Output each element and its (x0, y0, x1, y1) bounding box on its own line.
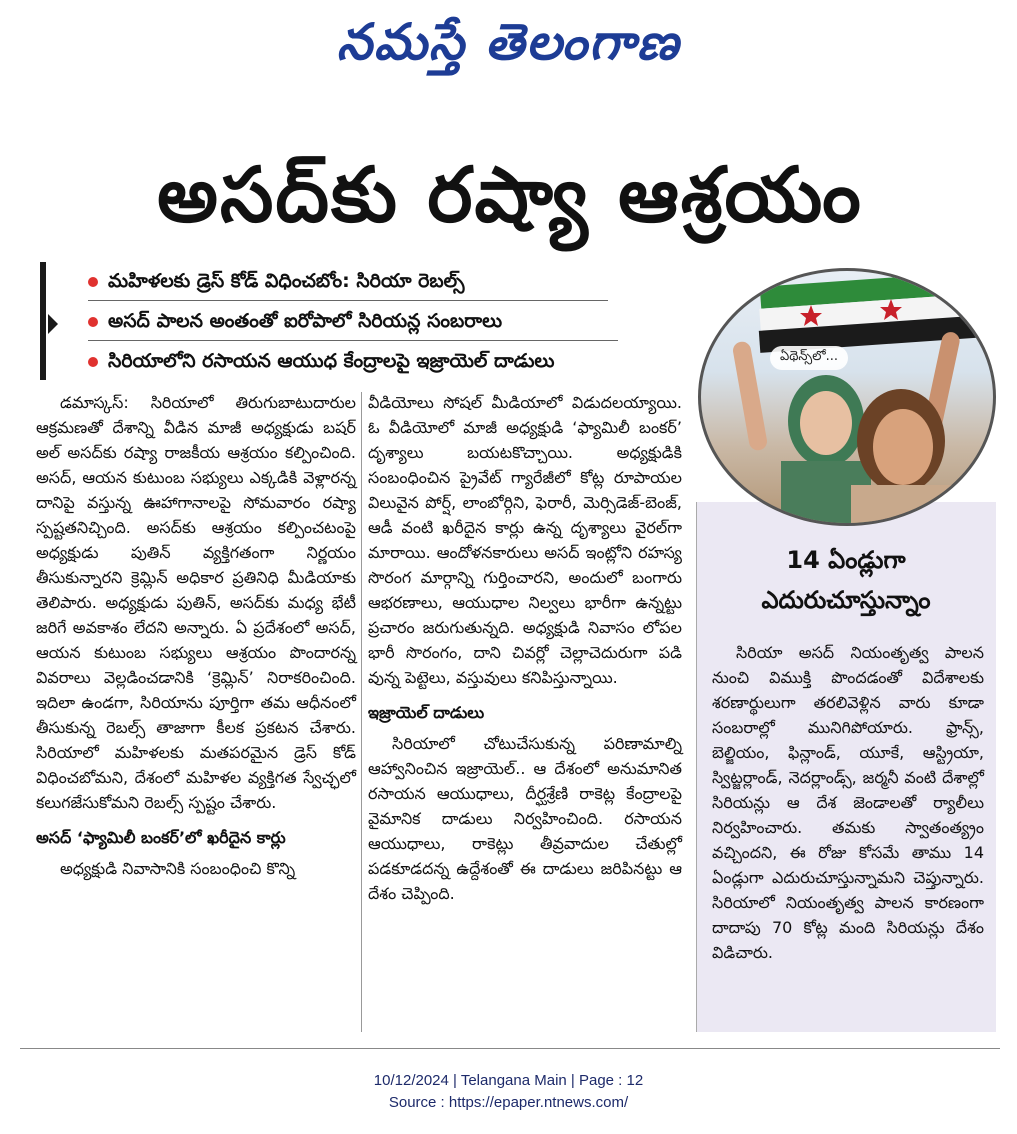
bullet-text: మహిళలకు డ్రెస్ కోడ్ విధించబోం: సిరియా రెబల్స్ (108, 270, 465, 292)
sidebox-title-line: 14 ఏండ్లుగా (786, 546, 906, 574)
masthead-title: నమస్తే తెలంగాణ (336, 12, 681, 71)
divider (88, 300, 608, 301)
bullet-bar (40, 262, 46, 380)
bullet-list (40, 262, 700, 382)
paragraph: వీడియోలు సోషల్ మీడియాలో విడుదలయ్యాయి. ఓ వీడియోలో మాజీ అధ్యక్షుడి ‘ఫ్యామిలీ బంకర్’ దృశ్యాలు బయటకొచ్చాయి. అధ్యక్షుడికి సంబంధించిన ప్రైవేట్ గ్యారేజీలో కోట్ల రూపాయల విలువైన పోర్ష్, లాంబోర్గిని, ఫెరారీ, మెర్సిడెజ్-బెంజ్, ఆడీ వంటి ఖరీదైన కార్లు ఉన్న దృశ్యాలు వైరల్‌గా మారాయి. ఆందోళనకారులు అసద్ ఇంట్లోని రహస్య సొరంగ మార్గాన్ని గుర్తించారని, అందులో బంగారు ఆభరణాలు, ఆయుధాల నిల్వలు భారీగా ఉన్నట్టు ప్రచారం జరుగుతున్నది. అధ్యక్షుడి నివాసం లోపల భారీ సొరంగం, దాని చివర్లో చెల్లాచెదురుగా పడి వున్న పెట్టెలు, వస్తువులు కనిపిస్తున్నాయి. (368, 393, 682, 687)
bullet-item (88, 302, 502, 340)
sidebox-title (696, 540, 996, 620)
subheading: అసద్ ‘ఫ్యామిలీ బంకర్’లో ఖరీదైన కార్లు (36, 828, 286, 847)
headline-text: అసద్‌కు రష్యా ఆశ్రయం (157, 150, 863, 239)
bullet-text: సిరియాలోని రసాయన ఆయుధ కేంద్రాలపై ఇజ్రాయెల్ దాడులు (108, 350, 555, 372)
bullet-dot-icon (88, 277, 98, 287)
divider (88, 340, 618, 341)
photo-illustration (701, 271, 996, 526)
paragraph: డమాస్కస్: సిరియాలో తిరుగుబాటుదారుల ఆక్రమణతో దేశాన్ని వీడిన మాజీ అధ్యక్షుడు బషర్ అల్ అసద్‌కు రష్యా రాజకీయ ఆశ్రయం కల్పించింది. అసద్, ఆయన కుటుంబ సభ్యులు ఎక్కడికి వెళ్లారన్న దానిపై వస్తున్న ఊహాగానాలపై సోమవారం రష్యా స్పష్టతనిచ్చింది. అసద్‌కు ఆశ్రయం కల్పించటంపై అధ్యక్షుడు పుతిన్ వ్యక్తిగతంగా నిర్ణయం తీసుకున్నారని క్రెమ్లిన్ అధికార ప్రతినిధి మీడియాకు తెలిపారు. అధ్యక్షుడు పుతిన్, అసద్‌కు మధ్య భేటీ జరిగే అవకాశం లేదని అన్నారు. ఏ ప్రదేశంలో అసద్, ఆయన కుటుంబ సభ్యులు ఆశ్రయం పొందారన్న వివరాలు వెల్లడించడానికి ‘క్రెమ్లిన్’ నిరాకరించింది. ఇదిలా ఉండగా, సిరియాను పూర్తిగా తమ ఆధీనంలో తీసుకున్న రెబల్స్ తాజాగా కీలక ప్రకటన చేశారు. సిరియాలో మహిళలకు మతపరమైన డ్రెస్ కోడ్ విధించబోమని, దేశంలో మహిళల వ్యక్తిగత స్వేచ్ఛలో కలుగజేసుకోమని రెబల్స్ స్పష్టం చేశారు. (36, 393, 356, 812)
bullet-item (88, 262, 464, 300)
bullet-dot-icon (88, 317, 98, 327)
subheading: ఇజ్రాయెల్ దాడులు (368, 703, 485, 722)
bullet-item (88, 342, 554, 380)
news-photo (698, 268, 996, 526)
bullet-dot-icon (88, 357, 98, 367)
footer-divider (20, 1048, 1000, 1049)
paragraph: సిరియా అసద్ నియంతృత్వ పాలన నుంచి విముక్తి పొందడంతో విదేశాలకు శరణార్థులుగా తరలివెళ్లిన వారు కూడా సంబరాల్లో మునిగిపోయారు. ఫ్రాన్స్, బెల్జియం, ఫిన్లాండ్, యూకే, ఆస్ట్రియా, స్విట్జర్లాండ్, నెదర్లాండ్స్, జర్మనీ వంటి దేశాల్లో సిరియన్లు ఆ దేశ జెండాలతో ర్యాలీలు నిర్వహించారు. తమకు స్వాతంత్య్రం వచ్చిందని, ఈ రోజు కోసమే తాము 14 ఏండ్లుగా ఎదురుచూస్తున్నామని చెప్తున్నారు. సిరియాలో నియంతృత్వ పాలన కారణంగా దాదాపు 70 కోట్ల మంది సిరియన్లు దేశం విడిచారు. (712, 643, 984, 962)
bullet-notch (48, 314, 58, 334)
masthead (0, 6, 1017, 78)
footer-date-line: 10/12/2024 | Telangana Main | Page : 12 (373, 1072, 644, 1089)
column-divider (361, 392, 362, 1032)
bullet-text: అసద్ పాలన అంతంతో ఐరోపాలో సిరియన్ల సంబరాలు (108, 310, 503, 332)
footer-source-line: Source : https://epaper.ntnews.com/ (388, 1094, 629, 1111)
photo-caption: ఏథెన్స్‌లో... (770, 346, 848, 370)
paragraph: సిరియాలో చోటుచేసుకున్న పరిణామాల్ని ఆహ్వానించిన ఇజ్రాయెల్.. ఆ దేశంలో అనుమానిత రసాయన ఆయుధాలు, దీర్ఘశ్రేణి రాకెట్ల కేంద్రాలపై వైమానిక దాడులు నిర్వహించింది. రసాయన ఆయుధాలు, రాకెట్లు తీవ్రవాదుల చేతుల్లో పడకూడదన్న ఉద్దేశంతో ఈ దాడులు జరిపినట్టు ఆ దేశం చెప్పింది. (368, 734, 682, 903)
sidebox-title-line: ఎదురుచూస్తున్నాం (761, 586, 931, 614)
footer (0, 1070, 1017, 1114)
article-column-2 (368, 390, 682, 906)
article-column-1 (36, 390, 356, 881)
headline (30, 140, 990, 250)
sidebox-body (712, 640, 984, 965)
paragraph: అధ్యక్షుడి నివాసానికి సంబంధించి కొన్ని (60, 859, 296, 878)
